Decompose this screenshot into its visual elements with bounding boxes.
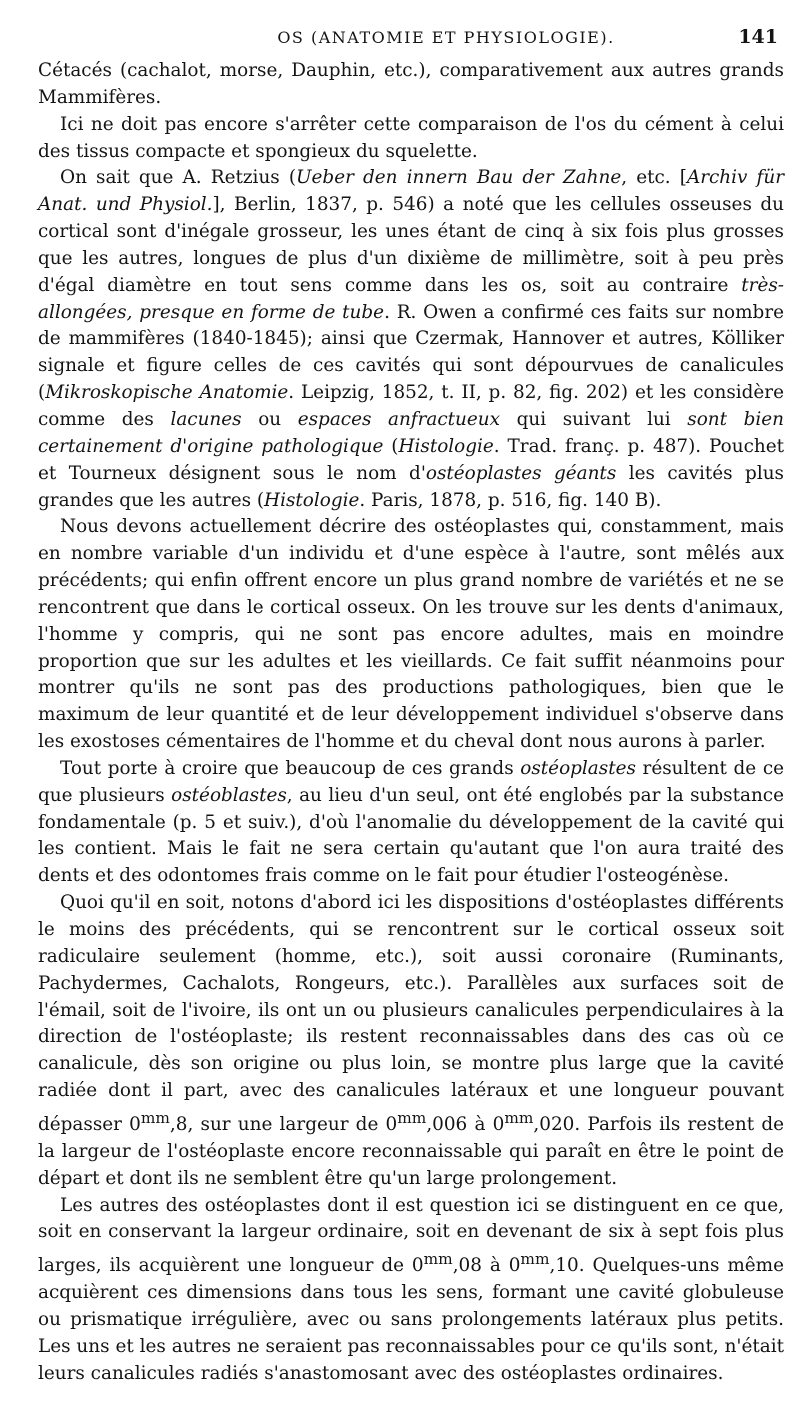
paragraph-5: Tout porte à croire que beaucoup de ces grands ostéoplastes résultent de ce que plusieurs ostéoblastes, au lieu d'un seul, ont été englobés par la substance fondamentale (p. 5 et suiv.), d'où l'anomalie du développement de la cavité qui les contient. Mais le fait ne sera certain qu'autant que l'on aura traité des dents et des odontomes frais comme on le fait pour étudier l'osteogénèse. [38, 757, 784, 887]
paragraph-7: Les autres des ostéoplastes dont il est question ici se distinguent en ce que, soit en conservant la largeur ordinaire, soit en devenant de six à sept fois plus larges, ils acquièrent une longueur de $0^{mm},08$ à $0^{mm},10$. Quelques-uns même acquièrent ces dimensions dans tous les sens, formant une cavité globuleuse ou prismatique irrégulière, avec ou sans prolongements latéraux plus petits. Les uns et les autres ne seraient pas reconnaissables pour ce qu'ils sont, n'était leurs canalicules radiés s'anastomosant avec des ostéoplastes ordinaires. [38, 1194, 784, 1384]
paragraph-6: Quoi qu'il en soit, notons d'abord ici les dispositions d'ostéoplastes différents le moins des précédents, qui se rencontrent sur le cortical osseux soit radiculaire seulement (homme, etc.), soit aussi coronaire (Ruminants, Pachydermes, Cachalots, Rongeurs, etc.). Parallèles aux surfaces soit de l'émail, soit de l'ivoire, ils ont un ou plusieurs canalicules perpendiculaires à la direction de l'ostéoplaste; ils restent reconnaissables dans des cas où ce canalicule, dès son origine ou plus loin, se montre plus large que la cavité radiée dont il part, avec des canalicules latéraux et une longueur pouvant dépasser $0^{mm},8$, sur une largeur de $0^{mm},006$ à $0^{mm},020$. Parfois ils restent de la largeur de l'ostéoplaste encore reconnaissable qui paraît en être le point de départ et dont ils ne semblent être qu'un large prolongement. [38, 892, 784, 1189]
paragraph-2: Ici ne doit pas encore s'arrêter cette comparaison de l'os du cément à celui des tissus compacte et spongieux du squelette. [38, 113, 784, 162]
running-title: OS (ANATOMIE ET PHYSIOLOGIE). [277, 28, 615, 47]
paragraph-3: On sait que A. Retzius (Ueber den innern Bau der Zahne, etc. [Archiv für Anat. und Physiol.], Berlin, 1837, p. 546) a noté que les cellules osseuses du cortical sont d'inégale grosseur, les unes étant de cinq à six fois plus grosses que les autres, longues de plus d'un dixième de millimètre, soit à peu près d'égal diamètre en tout sens comme dans les os, soit au contraire très-allongées, presque en forme de tube. R. Owen a confirmé ces faits sur nombre de mammifères (1840-1845); ainsi que Czermak, Hannover et autres, Kölliker signale et figure celles de ces cavités qui sont dépourvues de canalicules (Mikroskopische Anatomie. Leipzig, 1852, t. II, p. 82, fig. 202) et les considère comme des lacunes ou espaces anfractueux qui suivant lui sont bien certainement d'origine pathologique (Histologie. Trad. franç. p. 487). Pouchet et Tourneux désignent sous le nom d'ostéoplastes géants les cavités plus grandes que les autres (Histologie. Paris, 1878, p. 516, fig. 140 B). [38, 167, 785, 511]
page-number: 141 [738, 26, 778, 48]
paragraph-1: Cétacés (cachalot, morse, Dauphin, etc.), comparativement aux autres grands Mammifères. [38, 60, 784, 108]
paragraph-4: Nous devons actuellement décrire des ostéoplastes qui, constamment, mais en nombre variable d'un individu et d'une espèce à l'autre, sont mêlés aux précédents; qui enfin offrent encore un plus grand nombre de variétés et ne se rencontrent que dans le cortical osseux. On les trouve sur les dents d'animaux, l'homme y compris, qui ne sont pas encore adultes, mais en moindre proportion que sur les adultes et les vieillards. Ce fait suffit néanmoins pour montrer qu'ils ne sont pas des productions pathologiques, bien que le maximum de leur quantité et de leur développement individuel s'observe dans les exostoses cémentaires de l'homme et du cheval dont nous aurons à parler. [38, 516, 784, 753]
running-header [38, 28, 784, 58]
